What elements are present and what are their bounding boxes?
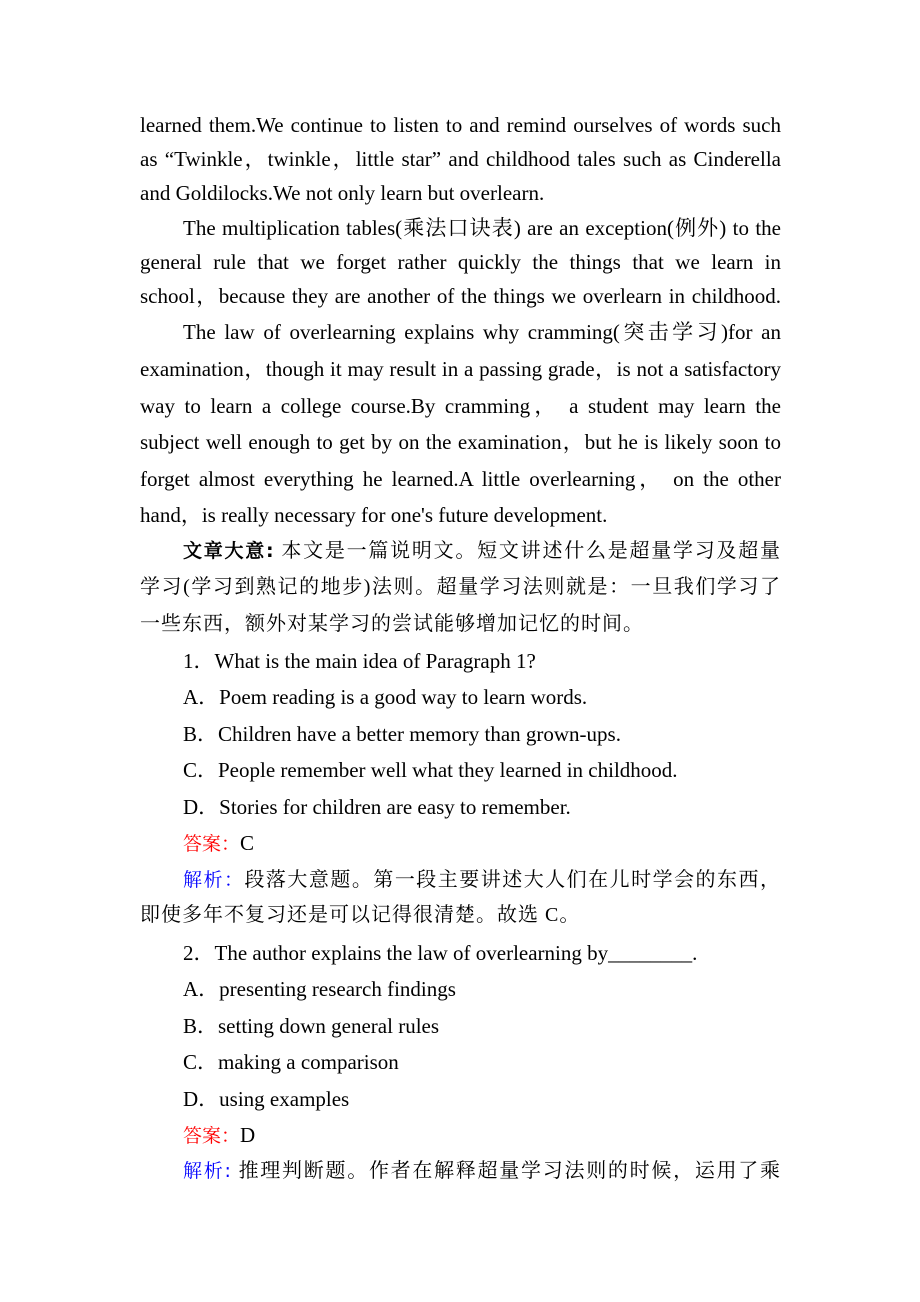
line-text: C．making a comparison <box>183 1050 399 1074</box>
text-line <box>183 1011 781 1041</box>
text-line <box>183 536 781 566</box>
text-line <box>183 719 781 749</box>
line-text: learned them.We continue to listen to and remind ourselves of words such <box>140 113 781 137</box>
line-text: subject well enough to get by on the examination，but he is likely soon to <box>140 430 781 454</box>
line-text: D．using examples <box>183 1087 350 1111</box>
line-text: C．People remember well what they learned in childhood. <box>183 758 678 782</box>
line-text: as “Twinkle，twinkle，little star” and childhood tales such as Cinderella <box>140 147 781 171</box>
text-line <box>140 464 781 494</box>
line-text: school，because they are another of the things we overlearn in childhood. <box>140 284 781 308</box>
line-text: A．presenting research findings <box>183 977 456 1001</box>
text-line <box>183 213 781 243</box>
text-line <box>183 682 781 712</box>
line-text: 2．The author explains the law of overlearning by________. <box>183 941 698 965</box>
text-line <box>140 572 781 602</box>
text-line <box>183 646 781 676</box>
text-line <box>183 1084 781 1114</box>
text-line <box>140 609 781 639</box>
line-text: general rule that we forget rather quickly the things that we learn in <box>140 250 781 274</box>
line-text: way to learn a college course.By cramming， a student may learn the <box>140 394 781 418</box>
line-text: The law of overlearning explains why cramming(突击学习)for an <box>183 320 781 344</box>
line-text: 本文是一篇说明文。短文讲述什么是超量学习及超量 <box>274 540 781 562</box>
summary-label: 文章大意: <box>183 540 275 562</box>
line-text: D <box>240 1123 256 1147</box>
line-text: C <box>240 831 255 855</box>
line-text: and Goldilocks.We not only learn but overlearn. <box>140 181 545 205</box>
text-line <box>183 317 781 347</box>
text-line <box>183 792 781 822</box>
text-line <box>140 178 781 208</box>
line-text: B．setting down general rules <box>183 1014 440 1038</box>
text-line <box>140 427 781 457</box>
line-text: forget almost everything he learned.A little overlearning， on the other <box>140 467 781 491</box>
line-text: 即使多年不复习还是可以记得很清楚。故选 C。 <box>140 904 581 926</box>
text-line <box>183 1047 781 1077</box>
line-text: examination，though it may result in a passing grade，is not a satisfactory <box>140 357 781 381</box>
line-text: D．Stories for children are easy to remember. <box>183 795 571 819</box>
text-line <box>140 247 781 277</box>
analysis-label: 解析： <box>183 869 245 891</box>
text-line <box>140 500 781 530</box>
text-line <box>183 1156 781 1186</box>
text-line <box>140 110 781 140</box>
text-line <box>183 755 781 785</box>
line-text: hand，is really necessary for one's future development. <box>140 503 608 527</box>
text-line <box>140 354 781 384</box>
line-text: B．Children have a better memory than grown-ups. <box>183 722 621 746</box>
line-text: A．Poem reading is a good way to learn words. <box>183 685 588 709</box>
line-text: 推理判断题。作者在解释超量学习法则的时候，运用了乘 <box>231 1160 782 1182</box>
text-line <box>183 1120 781 1150</box>
line-text: 学习(学习到熟记的地步)法则。超量学习法则就是：一旦我们学习了 <box>140 576 781 598</box>
text-line <box>183 865 781 895</box>
answer-label: 答案： <box>183 1125 241 1147</box>
text-line <box>183 974 781 1004</box>
text-line <box>140 281 781 311</box>
answer-label: 答案： <box>183 833 241 855</box>
line-text: 1．What is the main idea of Paragraph 1? <box>183 649 536 673</box>
text-line <box>183 828 781 858</box>
line-text: 段落大意题。第一段主要讲述大人们在儿时学会的东西， <box>244 869 781 891</box>
text-line <box>140 144 781 174</box>
text-line <box>183 938 781 968</box>
line-text: The multiplication tables(乘法口诀表) are an exception(例外) to the <box>183 216 781 240</box>
text-line <box>140 391 781 421</box>
analysis-label: 解析: <box>183 1160 232 1182</box>
line-text: 一些东西，额外对某学习的尝试能够增加记忆的时间。 <box>140 613 644 635</box>
text-line <box>140 900 781 930</box>
